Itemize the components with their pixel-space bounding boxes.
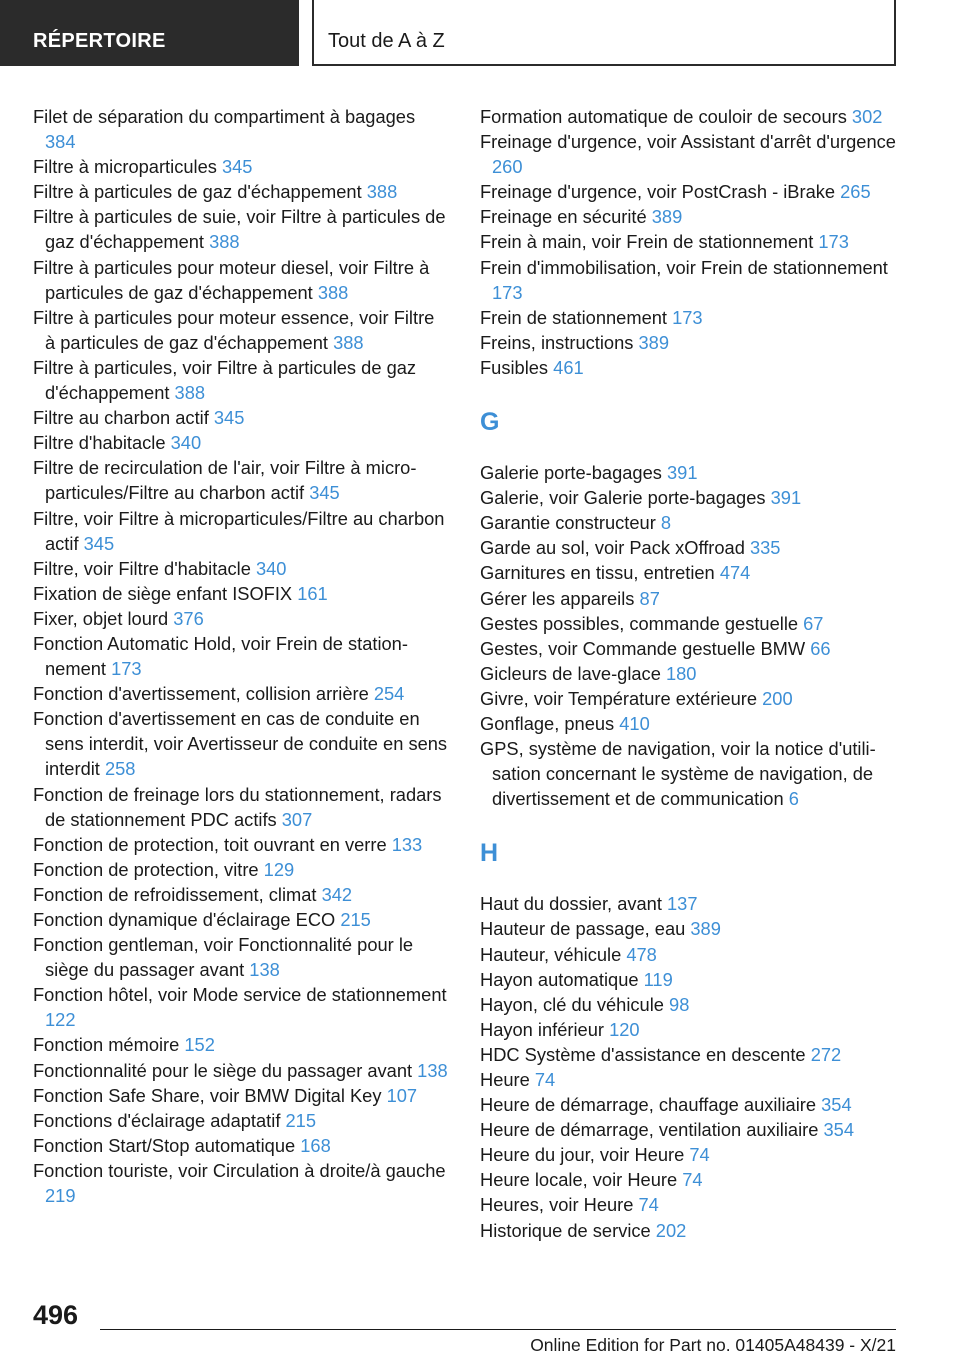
page-reference-link[interactable]: 219 — [45, 1185, 76, 1207]
page-reference-link[interactable]: 340 — [170, 432, 202, 454]
page-reference-link[interactable]: 200 — [762, 687, 793, 709]
page-reference-link[interactable]: 354 — [821, 1094, 852, 1116]
index-letter-heading: H — [480, 839, 499, 868]
page-reference-link[interactable]: 215 — [285, 1109, 316, 1131]
index-entry — [33, 857, 448, 882]
page-reference-link[interactable]: 354 — [823, 1119, 854, 1141]
index-entry — [480, 1117, 900, 1142]
index-entry — [480, 636, 900, 661]
section-tab: RÉPERTOIRE — [0, 0, 299, 66]
index-entry-text: Filtre, voir Filtre d'habitacle — [33, 557, 256, 579]
page-reference-link[interactable]: 388 — [174, 382, 206, 404]
index-entry-text: Filtre à particules, voir Filtre à particules de gaz d'échappement — [33, 356, 417, 404]
index-entry — [33, 154, 448, 179]
index-column-left — [33, 104, 448, 1208]
index-entry — [33, 455, 448, 505]
page-reference-link[interactable]: 173 — [111, 658, 142, 680]
page-reference-link[interactable]: 335 — [749, 537, 781, 559]
index-entry — [480, 1042, 900, 1067]
index-entry-text: Hayon inférieur — [480, 1018, 610, 1040]
index-entry — [480, 992, 900, 1017]
page-reference-link[interactable]: 478 — [626, 943, 657, 965]
index-entry-text: Garantie constructeur — [480, 512, 661, 534]
page-reference-link[interactable]: 345 — [213, 407, 245, 429]
index-entry-text: Heures, voir Heure — [480, 1194, 639, 1216]
index-entry — [480, 891, 900, 916]
page-reference-link[interactable]: 474 — [719, 562, 751, 584]
index-entry-text: Fonction Start/Stop automatique — [33, 1134, 301, 1156]
index-entry-text: Fonction d'avertissement en cas de conduite en sens interdit, voir Avertisseur de conduite en sens interdit — [33, 708, 448, 780]
index-entry-text: Filtre, voir Filtre à microparticules/Filtre au charbon actif — [33, 507, 445, 554]
page-reference-link[interactable]: 215 — [340, 909, 371, 930]
index-entry-text: Frein à main, voir Frein de stationnement — [480, 231, 819, 253]
index-entry — [480, 686, 900, 711]
page-reference-link[interactable]: 388 — [366, 181, 398, 203]
index-entry — [480, 129, 900, 179]
index-entry — [480, 510, 900, 535]
index-entry — [480, 460, 900, 485]
index-entry — [33, 581, 448, 606]
page-reference-link[interactable]: 74 — [682, 1169, 703, 1191]
index-entry — [480, 355, 900, 380]
index-entry-text: Fonction dynamique d'éclairage ECO — [33, 909, 341, 930]
index-entry-text: GPS, système de navigation, voir la notice d'utilisation concernant le système de navigation, de divertissement et de communication — [480, 738, 876, 810]
index-entry — [33, 556, 448, 581]
index-entry-text: Formation automatique de couloir de secours — [480, 106, 852, 127]
page-reference-link[interactable]: 260 — [492, 156, 523, 178]
index-entry-text: Frein d'immobilisation, voir Frein de stationnement — [480, 256, 888, 278]
index-entry — [480, 611, 900, 636]
page-number: 496 — [33, 1300, 79, 1330]
page-reference-link[interactable]: 66 — [810, 637, 831, 659]
index-entry-text: Fixer, objet lourd — [33, 607, 174, 629]
index-entry — [33, 982, 448, 1032]
page-reference-link[interactable]: 122 — [45, 1009, 76, 1031]
page-reference-link[interactable]: 138 — [417, 1059, 448, 1081]
page-reference-link[interactable]: 340 — [255, 557, 287, 579]
index-entry-text: Fonction touriste, voir Circulation à droite/à gauche — [33, 1159, 446, 1181]
index-entry — [480, 305, 900, 330]
page-reference-link[interactable]: 180 — [665, 662, 697, 684]
index-entry — [480, 1067, 900, 1092]
index-entry — [33, 782, 448, 832]
index-entry-text: Filet de séparation du compartiment à bagages — [33, 106, 416, 127]
index-entry — [33, 506, 448, 556]
page-reference-link[interactable]: 302 — [851, 106, 883, 127]
index-entry — [480, 1142, 900, 1167]
index-entry-text: Fonction de freinage lors du stationnement, radars de stationnement PDC actifs — [33, 783, 442, 830]
index-entry — [33, 907, 448, 932]
index-entry-text: Fonction mémoire — [33, 1034, 185, 1056]
index-entry — [33, 1108, 448, 1133]
page-reference-link[interactable]: 67 — [803, 612, 824, 634]
page-reference-link[interactable]: 345 — [83, 532, 115, 554]
index-entry-text: Fonction de protection, toit ouvrant en verre — [33, 833, 392, 855]
index-entry-text: Filtre à particules de suie, voir Filtre à particules de gaz d'échappement — [33, 206, 446, 253]
page-reference-link[interactable]: 107 — [386, 1084, 418, 1106]
index-entry — [33, 305, 448, 355]
index-entry — [480, 535, 900, 560]
page-reference-link[interactable]: 391 — [667, 462, 698, 484]
index-entry-text: Frein de stationnement — [480, 306, 673, 328]
page-header — [0, 0, 960, 66]
index-entry — [480, 229, 900, 254]
index-entry-text: Fonction d'avertissement, collision arrière — [33, 683, 374, 705]
index-entry — [480, 1192, 900, 1217]
page-reference-link[interactable]: 389 — [651, 206, 683, 228]
page-reference-link[interactable]: 265 — [840, 181, 871, 203]
index-entry-text: Fonction gentleman, voir Fonctionnalité pour le siège du passager avant — [33, 934, 414, 981]
index-entry-text: Freinage d'urgence, voir PostCrash - iBrake — [480, 181, 841, 203]
index-entry-text: Galerie porte-bagages — [480, 462, 667, 484]
index-entry — [480, 1017, 900, 1042]
index-entry-text: Heure du jour, voir Heure — [480, 1144, 690, 1166]
index-entry-text: Freinage en sécurité — [480, 206, 652, 228]
index-entry-text: Historique de service — [480, 1219, 656, 1241]
index-entry-text: Gonflage, pneus — [480, 712, 620, 734]
page-reference-link[interactable]: 254 — [373, 683, 405, 705]
page-reference-link[interactable]: 272 — [810, 1043, 842, 1065]
index-entry-text: Gicleurs de lave-glace — [480, 662, 666, 684]
index-entry — [33, 204, 448, 254]
page-reference-link[interactable]: 74 — [689, 1144, 710, 1166]
index-entry — [480, 1218, 900, 1243]
page-reference-link[interactable]: 258 — [104, 758, 136, 780]
footer-edition: Online Edition for Part no. 01405A48439 - X/21 — [530, 1335, 896, 1355]
index-entry-text: Gestes possibles, commande gestuelle — [480, 612, 804, 634]
index-entry-text: Freinage d'urgence, voir Assistant d'arrêt d'urgence — [480, 131, 896, 153]
index-entry-text: Fusibles — [480, 356, 554, 378]
page-reference-link[interactable]: 152 — [184, 1034, 215, 1056]
index-entry — [480, 1092, 900, 1117]
page-reference-link[interactable]: 161 — [297, 582, 328, 604]
index-entry — [33, 606, 448, 631]
index-entry — [33, 706, 448, 781]
page-reference-link[interactable]: 87 — [639, 587, 660, 609]
index-entry-text: Freins, instructions — [480, 331, 639, 353]
page-reference-link[interactable]: 119 — [643, 968, 673, 990]
page-reference-link[interactable]: 388 — [317, 281, 349, 303]
index-entry — [33, 1133, 448, 1158]
page-reference-link[interactable]: 202 — [655, 1219, 687, 1241]
index-entry-text: Heure — [480, 1069, 535, 1090]
page-reference-link[interactable]: 74 — [534, 1069, 556, 1090]
index-entry — [33, 681, 448, 706]
index-entry-text: Gestes, voir Commande gestuelle BMW — [480, 637, 811, 659]
page-reference-link[interactable]: 410 — [619, 712, 650, 734]
index-entry — [480, 586, 900, 611]
chapter-title-tab: Tout de A à Z — [312, 0, 896, 66]
index-entry — [33, 631, 448, 681]
index-entry — [33, 882, 448, 907]
index-entry — [33, 1083, 448, 1108]
index-entry-text: Hayon automatique — [480, 968, 644, 990]
footer-divider — [100, 1329, 896, 1330]
index-entry — [480, 1167, 900, 1192]
index-entry-text: HDC Système d'assistance en descente — [480, 1043, 811, 1065]
index-column-right — [480, 104, 900, 1243]
index-entry-text: Filtre à particules pour moteur diesel, voir Filtre à particules de gaz d'échappement — [33, 256, 430, 303]
index-entry-text: Heure de démarrage, ventilation auxiliaire — [480, 1119, 824, 1141]
page-reference-link[interactable]: 98 — [669, 993, 690, 1015]
index-entry-text: Filtre à particules pour moteur essence, voir Filtre à particules de gaz d'échappement — [33, 306, 435, 353]
page-reference-link[interactable]: 6 — [788, 788, 799, 810]
index-entry-text: Filtre au charbon actif — [33, 407, 214, 429]
page-reference-link[interactable]: 391 — [770, 487, 802, 509]
index-entry-text: Filtre d'habitacle — [33, 432, 171, 454]
page-reference-link[interactable]: 133 — [391, 833, 423, 855]
index-entry — [33, 932, 448, 982]
index-entry-text: Gérer les appareils — [480, 587, 640, 609]
index-entry-text: Givre, voir Température extérieure — [480, 687, 763, 709]
page-reference-link[interactable]: 389 — [638, 331, 670, 353]
index-entry — [480, 942, 900, 967]
index-entry — [480, 736, 900, 811]
index-entry — [33, 832, 448, 857]
page-reference-link[interactable]: 173 — [492, 281, 523, 303]
page-reference-link[interactable]: 137 — [667, 893, 698, 915]
index-entry-text: Filtre à particules de gaz d'échappement — [33, 181, 367, 203]
index-entry — [33, 255, 448, 305]
index-entry-text: Galerie, voir Galerie porte-bagages — [480, 487, 771, 509]
index-entry — [33, 355, 448, 405]
index-entry-text: Filtre à microparticules — [33, 156, 222, 178]
index-entry — [33, 430, 448, 455]
index-entry — [480, 485, 900, 510]
index-entry-text: Hauteur, véhicule — [480, 943, 627, 965]
index-entry — [480, 104, 900, 129]
page-reference-link[interactable]: 173 — [818, 231, 849, 253]
index-entry — [33, 179, 448, 204]
index-entry — [480, 661, 900, 686]
index-entry-text: Heure de démarrage, chauffage auxiliaire — [480, 1094, 822, 1116]
page-reference-link[interactable]: 74 — [638, 1194, 659, 1216]
index-entry — [33, 1058, 448, 1083]
index-letter-heading: G — [480, 408, 500, 437]
page-reference-link[interactable]: 307 — [281, 808, 313, 830]
page-reference-link[interactable]: 173 — [672, 306, 703, 328]
page-reference-link[interactable]: 120 — [609, 1018, 640, 1040]
index-entry-text: Filtre de recirculation de l'air, voir Filtre à microparticules/Filtre au charbon actif — [33, 457, 417, 504]
page-reference-link[interactable]: 384 — [45, 131, 76, 153]
index-entry — [480, 560, 900, 585]
page-reference-link[interactable]: 389 — [690, 918, 721, 940]
index-entry-text: Garde au sol, voir Pack xOffroad — [480, 537, 750, 559]
page-reference-link[interactable]: 388 — [333, 331, 364, 353]
index-entry — [33, 1032, 448, 1057]
index-entry — [480, 967, 900, 992]
index-entry — [33, 1158, 448, 1208]
index-entry — [480, 204, 900, 229]
index-entry-text: Fonction Safe Share, voir BMW Digital Key — [33, 1084, 387, 1106]
index-entry-text: Fonctionnalité pour le siège du passager avant — [33, 1059, 418, 1081]
page-reference-link[interactable]: 138 — [249, 959, 280, 981]
page-reference-link[interactable]: 342 — [321, 883, 353, 905]
index-entry-text: Hauteur de passage, eau — [480, 918, 691, 940]
index-entry-text: Fonctions d'éclairage adaptatif — [33, 1109, 286, 1131]
page-reference-link[interactable]: 376 — [173, 607, 204, 629]
index-entry — [480, 711, 900, 736]
index-entry — [480, 255, 900, 305]
page-reference-link[interactable]: 129 — [263, 858, 295, 880]
page-reference-link[interactable]: 345 — [221, 156, 253, 178]
index-entry-text: Garnitures en tissu, entretien — [480, 562, 720, 584]
page-reference-link[interactable]: 345 — [309, 482, 340, 504]
page-reference-link[interactable]: 388 — [209, 231, 240, 253]
index-entry-text: Fonction hôtel, voir Mode service de stationnement — [33, 984, 447, 1006]
index-entry — [480, 179, 900, 204]
index-entry-text: Fixation de siège enfant ISOFIX — [33, 582, 298, 604]
index-entry-text: Hayon, clé du véhicule — [480, 993, 670, 1015]
index-entry — [480, 330, 900, 355]
index-entry-text: Fonction de refroidissement, climat — [33, 883, 322, 905]
page-reference-link[interactable]: 461 — [553, 356, 584, 378]
page-reference-link[interactable]: 168 — [300, 1134, 331, 1156]
index-entry-text: Haut du dossier, avant — [480, 893, 667, 915]
index-entry-text: Heure locale, voir Heure — [480, 1169, 683, 1191]
index-entry-text: Fonction de protection, vitre — [33, 858, 264, 880]
index-entry — [33, 405, 448, 430]
index-entry — [33, 104, 448, 154]
index-entry — [480, 916, 900, 941]
index-entry-text: Fonction Automatic Hold, voir Frein de stationnement — [33, 632, 408, 680]
page-reference-link[interactable]: 8 — [660, 512, 672, 534]
